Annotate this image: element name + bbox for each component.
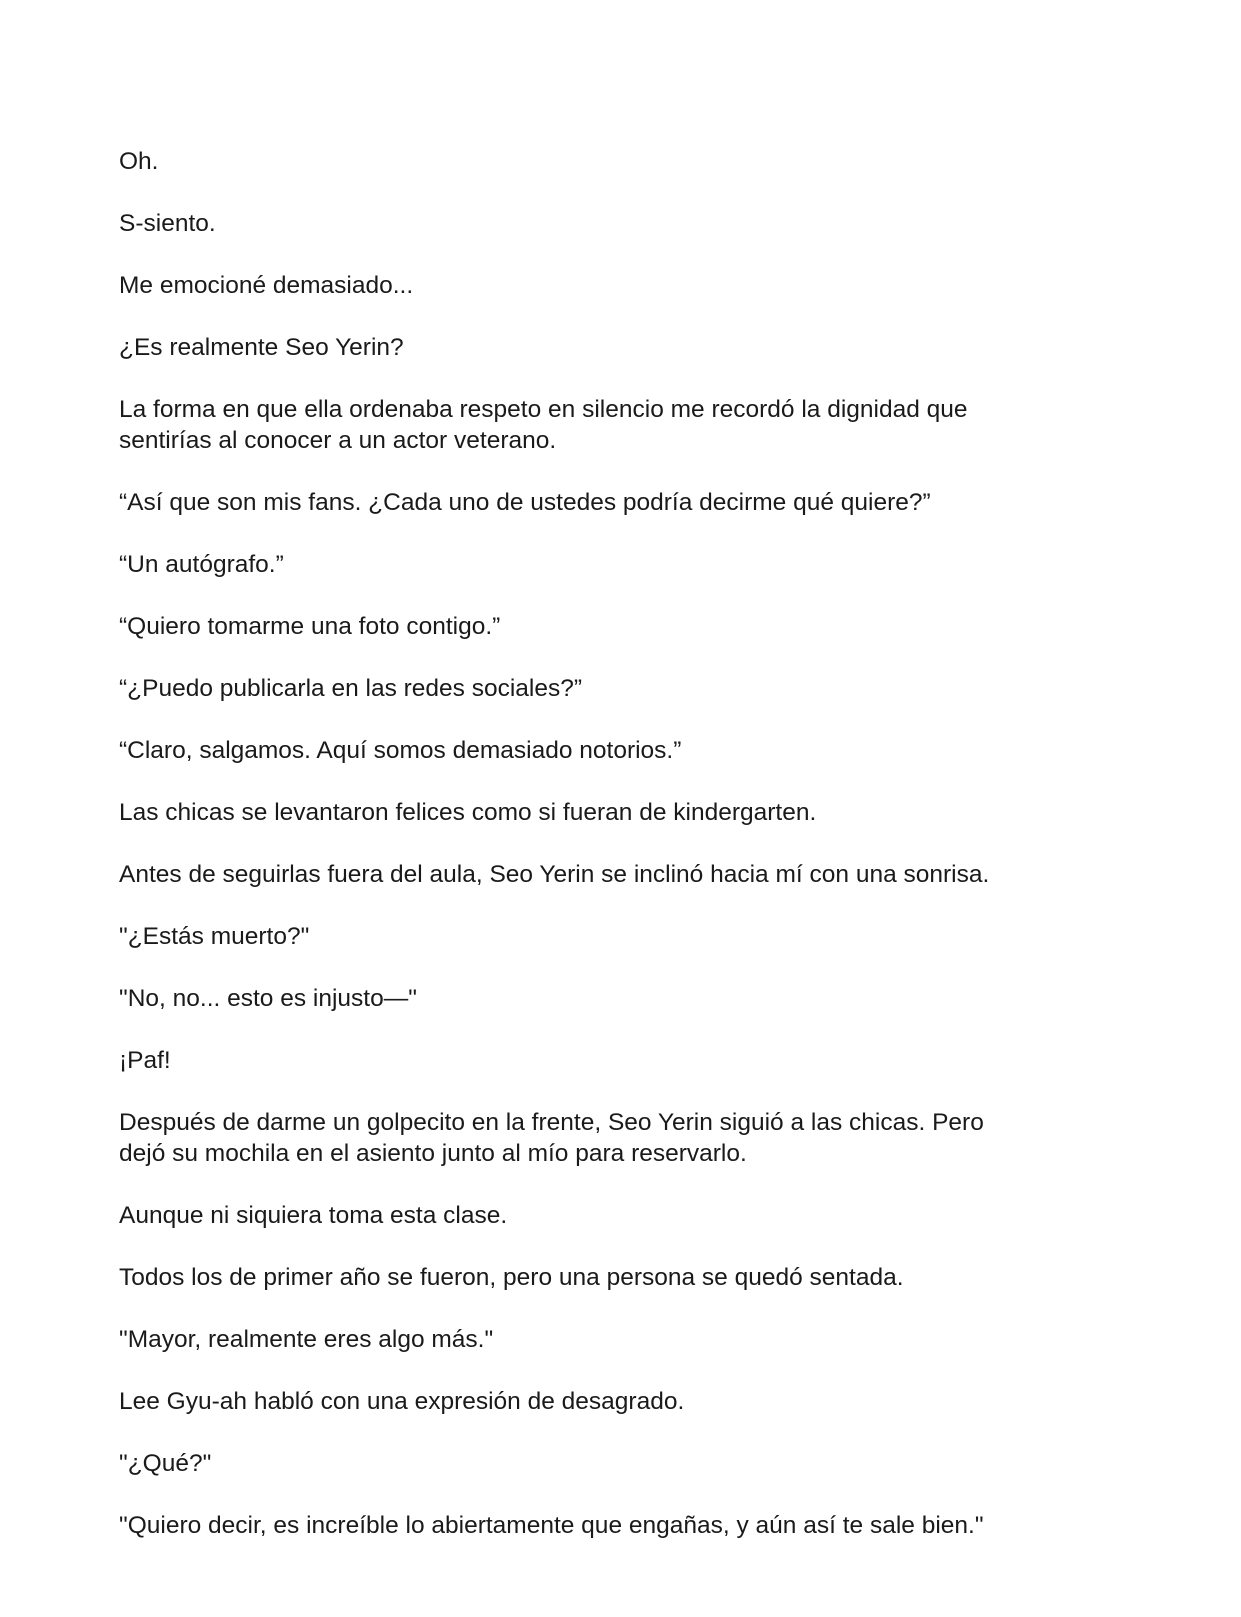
- paragraph-3: Me emocioné demasiado...: [119, 272, 414, 299]
- paragraph-20: Lee Gyu-ah habló con una expresión de desagrado.: [119, 1388, 685, 1415]
- paragraph-22: "Quiero decir, es increíble lo abiertamente que engañas, y aún así te sale bien.": [119, 1512, 984, 1539]
- paragraph-18: Todos los de primer año se fueron, pero una persona se quedó sentada.: [119, 1264, 904, 1291]
- paragraph-7: “Un autógrafo.”: [119, 551, 284, 578]
- paragraph-21: "¿Qué?": [119, 1450, 212, 1477]
- paragraph-2: S-siento.: [119, 210, 216, 237]
- paragraph-9: “¿Puedo publicarla en las redes sociales?”: [119, 675, 583, 702]
- paragraph-14: "No, no... esto es injusto—": [119, 985, 417, 1012]
- paragraph-6: “Así que son mis fans. ¿Cada uno de ustedes podría decirme qué quiere?”: [119, 489, 931, 516]
- paragraph-5: La forma en que ella ordenaba respeto en silencio me recordó la dignidad que sentirías al conocer a un actor veterano.: [119, 396, 968, 454]
- paragraph-12: Antes de seguirlas fuera del aula, Seo Yerin se inclinó hacia mí con una sonrisa.: [119, 861, 990, 888]
- paragraph-11: Las chicas se levantaron felices como si fueran de kindergarten.: [119, 799, 817, 826]
- paragraph-17: Aunque ni siquiera toma esta clase.: [119, 1202, 508, 1229]
- paragraph-1: Oh.: [119, 148, 159, 175]
- paragraph-13: "¿Estás muerto?": [119, 923, 310, 950]
- paragraph-4: ¿Es realmente Seo Yerin?: [119, 334, 404, 361]
- paragraph-10: “Claro, salgamos. Aquí somos demasiado notorios.”: [119, 737, 682, 764]
- document-body: [119, 146, 1119, 1572]
- paragraph-15: ¡Paf!: [119, 1047, 171, 1074]
- paragraph-8: “Quiero tomarme una foto contigo.”: [119, 613, 501, 640]
- paragraph-19: "Mayor, realmente eres algo más.": [119, 1326, 494, 1353]
- paragraph-16: Después de darme un golpecito en la frente, Seo Yerin siguió a las chicas. Pero dejó su mochila en el asiento junto al mío para reservarlo.: [119, 1109, 984, 1167]
